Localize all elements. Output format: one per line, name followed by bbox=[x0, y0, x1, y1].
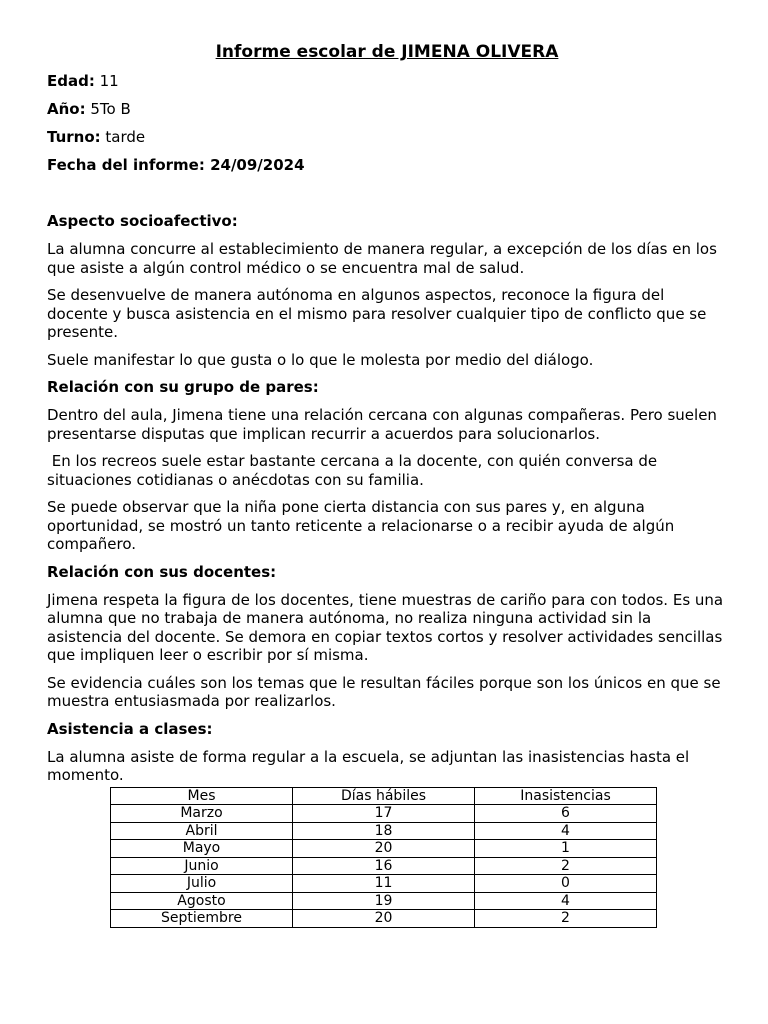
table-row bbox=[111, 910, 657, 928]
paragraph: Se evidencia cuáles son los temas que le resultan fáciles porque son los únicos en que se muestra entusiasmada por realizarlos. bbox=[47, 673, 721, 710]
section-heading-socioafectivo: Aspecto socioafectivo: bbox=[47, 212, 238, 230]
working-days-cell: 20 bbox=[293, 840, 475, 858]
absences-cell: 2 bbox=[475, 910, 657, 928]
paragraph: La alumna asiste de forma regular a la escuela, se adjuntan las inasistencias hasta el momento. bbox=[47, 747, 690, 784]
absences-cell: 6 bbox=[475, 805, 657, 823]
working-days-cell: 19 bbox=[293, 892, 475, 910]
table-row bbox=[111, 840, 657, 858]
working-days-cell: 20 bbox=[293, 910, 475, 928]
section-heading-docentes: Relación con sus docentes: bbox=[47, 562, 277, 581]
age-value: 11 bbox=[94, 72, 119, 90]
age-line bbox=[47, 72, 727, 91]
report-date-line bbox=[47, 156, 727, 175]
working-days-cell: 17 bbox=[293, 805, 475, 823]
month-cell: Junio bbox=[111, 857, 293, 875]
table-row bbox=[111, 822, 657, 840]
table-row bbox=[111, 875, 657, 893]
year-value: 5To B bbox=[85, 100, 131, 118]
column-header-month: Mes bbox=[111, 787, 293, 805]
table-row bbox=[111, 805, 657, 823]
absences-cell: 1 bbox=[475, 840, 657, 858]
report-date-label: Fecha del informe: bbox=[47, 156, 205, 174]
year-label: Año: bbox=[47, 100, 86, 118]
shift-label: Turno: bbox=[47, 128, 101, 146]
working-days-cell: 18 bbox=[293, 822, 475, 840]
paragraph: Suele manifestar lo que gusta o lo que le molesta por medio del diálogo. bbox=[47, 350, 594, 369]
table-row bbox=[111, 892, 657, 910]
month-cell: Agosto bbox=[111, 892, 293, 910]
working-days-cell: 16 bbox=[293, 857, 475, 875]
report-date-value: 24/09/2024 bbox=[204, 156, 305, 174]
shift-line bbox=[47, 128, 727, 147]
paragraph: Se puede observar que la niña pone cierta distancia con sus pares y, en alguna oportunidad, se mostró un tanto reticente a relacionarse o a recibir ayuda de algún compañero. bbox=[47, 498, 675, 553]
month-cell: Julio bbox=[111, 875, 293, 893]
paragraph: La alumna concurre al establecimiento de manera regular, a excepción de los días en los que asiste a algún control médico o se encuentra mal de salud. bbox=[47, 240, 717, 277]
shift-value: tarde bbox=[100, 128, 146, 146]
paragraph: Dentro del aula, Jimena tiene una relación cercana con algunas compañeras. Pero suelen presentarse disputas que implican recurrir a acuerdos para solucionarlos. bbox=[47, 406, 722, 443]
section-heading-asistencia: Asistencia a clases: bbox=[47, 719, 213, 738]
paragraph: Se desenvuelve de manera autónoma en algunos aspectos, reconoce la figura del docente y busca asistencia en el mismo para resolver cualquier tipo de conflicto que se presente. bbox=[47, 286, 707, 341]
age-label: Edad: bbox=[47, 72, 95, 90]
month-cell: Septiembre bbox=[111, 910, 293, 928]
section-heading-pares: Relación con su grupo de pares: bbox=[47, 378, 319, 396]
month-cell: Abril bbox=[111, 822, 293, 840]
table-row bbox=[111, 857, 657, 875]
absences-cell: 4 bbox=[475, 892, 657, 910]
absences-cell: 4 bbox=[475, 822, 657, 840]
report-page bbox=[47, 40, 727, 928]
column-header-absences: Inasistencias bbox=[475, 787, 657, 805]
month-cell: Mayo bbox=[111, 840, 293, 858]
column-header-working-days: Días hábiles bbox=[293, 787, 475, 805]
year-line bbox=[47, 100, 727, 119]
working-days-cell: 11 bbox=[293, 875, 475, 893]
absences-cell: 2 bbox=[475, 857, 657, 875]
month-cell: Marzo bbox=[111, 805, 293, 823]
absences-cell: 0 bbox=[475, 875, 657, 893]
paragraph: Jimena respeta la figura de los docentes, tiene muestras de cariño para con todos. Es una alumna que no trabaja de manera autónoma, no realiza ninguna actividad sin la asistencia del docente. Se demora en copiar textos cortos y resolver actividades sencillas que impliquen leer o escribir por sí misma. bbox=[47, 590, 724, 664]
report-title: Informe escolar de JIMENA OLIVERA bbox=[215, 42, 559, 62]
spacer bbox=[47, 184, 727, 212]
table-header-row bbox=[111, 787, 657, 805]
paragraph: En los recreos suele estar bastante cercana a la docente, con quién conversa de situaciones cotidianas o anécdotas con su familia. bbox=[47, 452, 662, 489]
attendance-table bbox=[110, 787, 657, 928]
